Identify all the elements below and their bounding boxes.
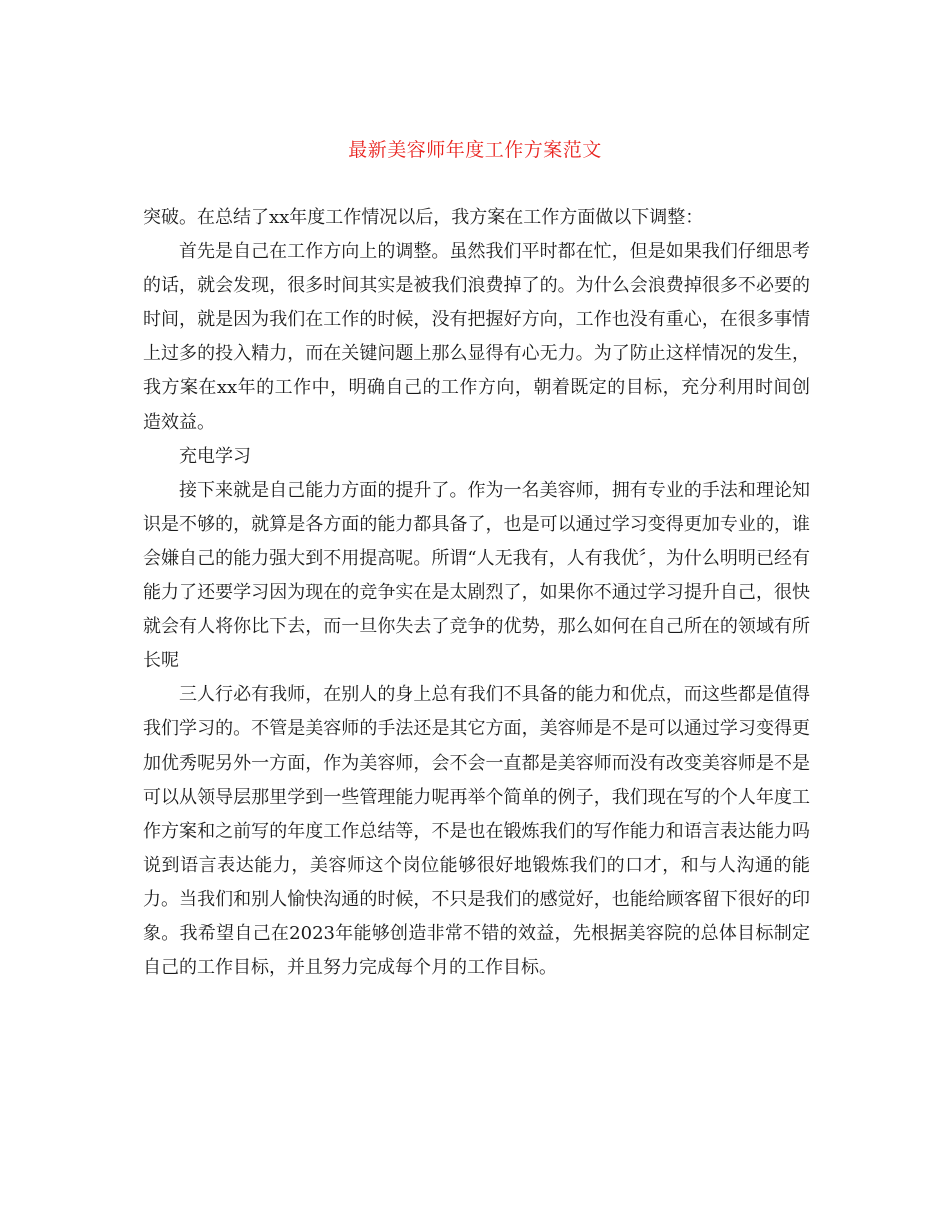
paragraph-3: 接下来就是自己能力方面的提升了。作为一名美容师，拥有专业的手法和理论知识是不够的，就算是各方面的能力都具备了，也是可以通过学习变得更加专业的，谁会嫌自己的能力强大到不用提高呢。所谓“人无我有，人有我优〞，为什么明明已经有能力了还要学习因为现在的竞争实在是太剧烈了，如果你不通过学习提升自己，很快就会有人将你比下去，而一旦你失去了竞争的优势，那么如何在自己所在的领域有所长呢 xyxy=(143,479,810,672)
section-heading: 充电学习 xyxy=(179,445,251,467)
paragraph-1: 突破。在总结了xx年度工作情况以后，我方案在工作方面做以下调整： xyxy=(143,207,704,228)
document-body xyxy=(143,201,810,985)
paragraph-2: 首先是自己在工作方向上的调整。虽然我们平时都在忙，但是如果我们仔细思考的话，就会发现，很多时间其实是被我们浪费掉了的。为什么会浪费掉很多不必要的时间，就是因为我们在工作的时候，没有把握好方向，工作也没有重心，在很多事情上过多的投入精力，而在关键问题上那么显得有心无力。为了防止这样情况的发生，我方案在xx年的工作中，明确自己的工作方向，朝着既定的目标，充分利用时间创造效益。 xyxy=(143,241,810,433)
document-title: 最新美容师年度工作方案范文 xyxy=(348,139,602,161)
paragraph-4: 三人行必有我师，在别人的身上总有我们不具备的能力和优点，而这些都是值得我们学习的。不管是美容师的手法还是其它方面，美容师是不是可以通过学习变得更加优秀呢另外一方面，作为美容师，会不会一直都是美容师而没有改变美容师是不是可以从领导层那里学到一些管理能力呢再举个简单的例子，我们现在写的个人年度工作方案和之前写的年度工作总结等，不是也在锻炼我们的写作能力和语言表达能力吗说到语言表达能力，美容师这个岗位能够很好地锻炼我们的口才，和与人沟通的能力。当我们和别人愉快沟通的时候，不只是我们的感觉好，也能给顾客留下很好的印象。我希望自己在2023年能够创造非常不错的效益，先根据美容院的总体目标制定自己的工作目标，并且努力完成每个月的工作目标。 xyxy=(143,684,810,979)
